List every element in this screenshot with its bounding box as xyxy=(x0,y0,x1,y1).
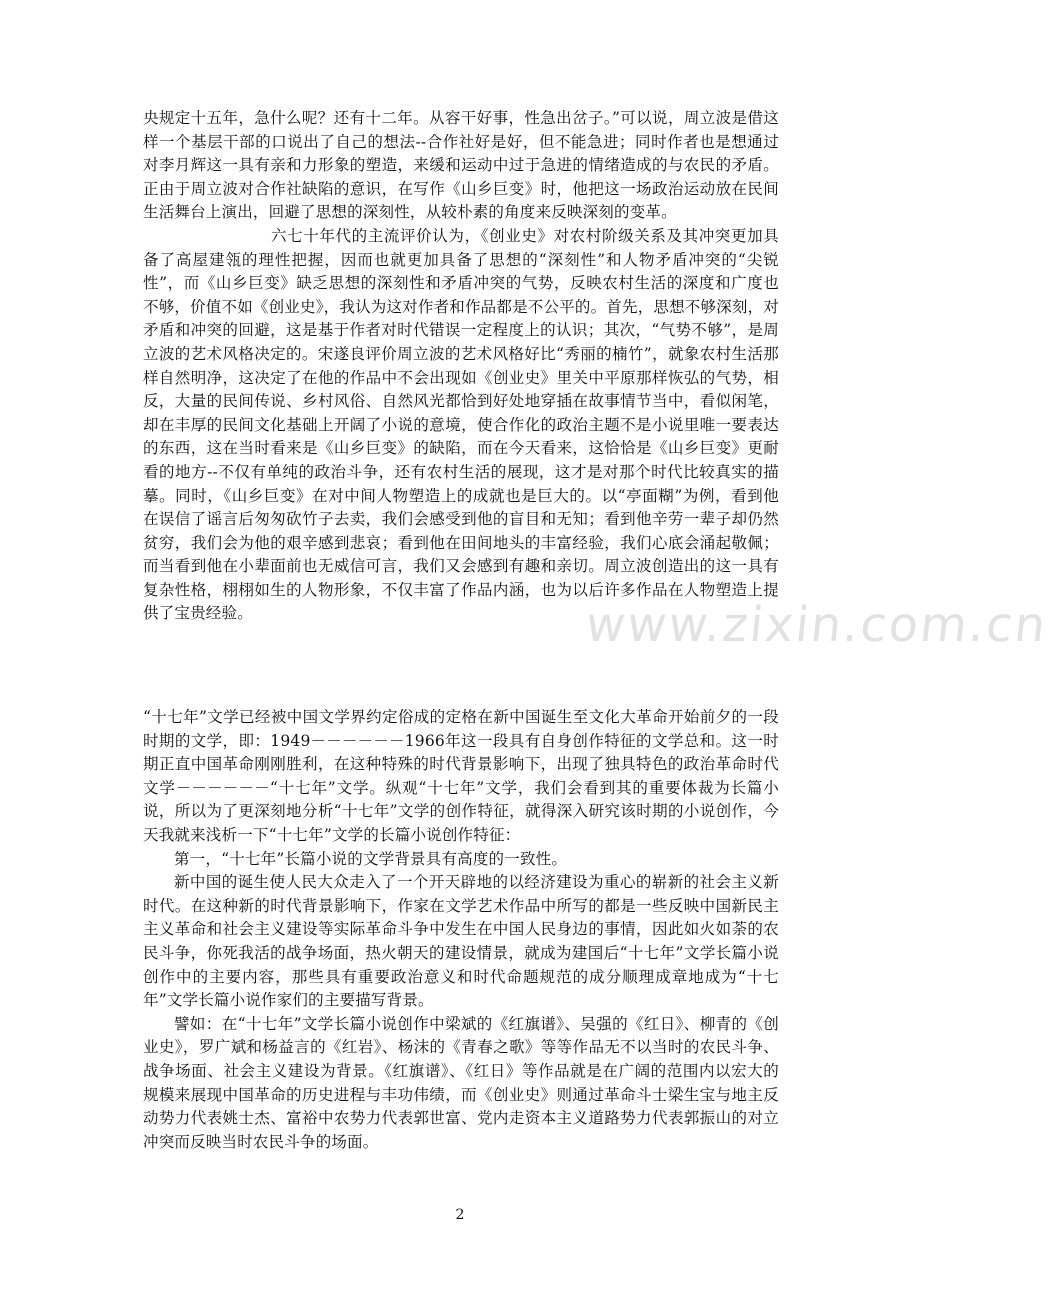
watermark: www.zixin.com.cn xyxy=(583,597,1050,653)
paragraph: 第一，“十七年”长篇小说的文学背景具有高度的一致性。 xyxy=(174,849,568,868)
paragraph: 六七十年代的主流评价认为，《创业史》对农村阶级关系及其冲突更加具备了高屋建瓴的理性把握，因而也就更加具备了思想的“深刻性”和人物矛盾冲突的“尖锐性”，而《山乡巨变》缺乏思想的深刻性和矛盾冲突的气势，反映农村生活的深度和广度也不够，价值不如《创业史》，我认为这对作者和作品都是不公平的。首先，思想不够深刻，对矛盾和冲突的回避，这是基于作者对时代错误一定程度上的认识；其次，“气势不够”，是周立波的艺术风格决定的。宋遂良评价周立波的艺术风格好比“秀丽的楠竹”，就象农村生活那样自然明净，这决定了在他的作品中不会出现如《创业史》里关中平原那样恢弘的气势，相反，大量的民间传说、乡村风俗、自然风光都恰到好处地穿插在故事情节当中，看似闲笔，却在丰厚的民间文化基础上开阔了小说的意境，使合作化的政治主题不是小说里唯一要表达的东西，这在当时看来是《山乡巨变》的缺陷，而在今天看来，这恰恰是《山乡巨变》更耐看的地方--不仅有单纯的政治斗争，还有农村生活的展现，这才是对那个时代比较真实的描摹。同时，《山乡巨变》在对中间人物塑造上的成就也是巨大的。以“亭面糊”为例，看到他在误信了谣言后匆匆砍竹子去卖，我们会感受到他的盲目和无知；看到他辛劳一辈子却仍然贫穷，我们会为他的艰辛感到悲哀；看到他在田间地头的丰富经验，我们心底会涌起敬佩；而当看到他在小辈面前也无威信可言，我们又会感到有趣和亲切。周立波创造出的这一具有复杂性格，栩栩如生的人物形象，不仅丰富了作品内涵，也为以后许多作品在人物塑造上提供了宝贵经验。 xyxy=(143,226,779,623)
page-number: 2 xyxy=(455,1207,465,1223)
paragraph: 新中国的诞生使人民大众走入了一个开天辟地的以经济建设为重心的崭新的社会主义新时代。在这种新的时代背景影响下，作家在文学艺术作品中所写的都是一些反映中国新民主主义革命和社会主义建设等实际革命斗争中发生在中国人民身边的事情，因此如火如荼的农民斗争，你死我活的战争场面，热火朝天的建设情景，就成为建国后“十七年”文学长篇小说创作中的主要内容，那些具有重要政治意义和时代命题规范的成分顺理成章地成为“十七年”文学长篇小说作家们的主要描写背景。 xyxy=(143,873,779,1010)
paragraph: 譬如：在“十七年”文学长篇小说创作中梁斌的《红旗谱》、吴强的《红日》、柳青的《创业史》，罗广斌和杨益言的《红岩》、杨沫的《青春之歌》等等作品无不以当时的农民斗争、战争场面、社会主义建设为背景。《红旗谱》、《红日》等作品就是在广阔的范围内以宏大的规模来展现中国革命的历史进程与丰功伟绩，而《创业史》则通过革命斗士梁生宝与地主反动势力代表姚士杰、富裕中农势力代表郭世富、党内走资本主义道路势力代表郭振山的对立冲突而反映当时农民斗争的场面。 xyxy=(143,1014,779,1151)
paragraph: 央规定十五年，急什么呢？还有十二年。从容干好事，性急出岔子。”可以说，周立波是借这样一个基层干部的口说出了自己的想法--合作社好是好，但不能急进；同时作者也是想通过对李月辉这一具有亲和力形象的塑造，来缓和运动中过于急进的情绪造成的与农民的矛盾。正由于周立波对合作社缺陷的意识，在写作《山乡巨变》时，他把这一场政治运动放在民间生活舞台上演出，回避了思想的深刻性，从较朴素的角度来反映深刻的变革。 xyxy=(143,109,779,222)
text-section-1 xyxy=(143,107,779,626)
paragraph: “十七年”文学已经被中国文学界约定俗成的定格在新中国诞生至文化大革命开始前夕的一段时期的文学，即：1949－－－－－－1966年这一段具有自身创作特征的文学总和。这一时期正直中国革命刚刚胜利，在这种特殊的时代背景影响下，出现了独具特色的政治革命时代文学－－－－－－“十七年”文学。纵观“十七年”文学，我们会看到其的重要体裁为长篇小说，所以为了更深刻地分析“十七年”文学的创作特征，就得深入研究该时期的小说创作，今天我就来浅析一下“十七年”文学的长篇小说创作特征： xyxy=(143,708,779,844)
text-section-2 xyxy=(143,706,779,1154)
